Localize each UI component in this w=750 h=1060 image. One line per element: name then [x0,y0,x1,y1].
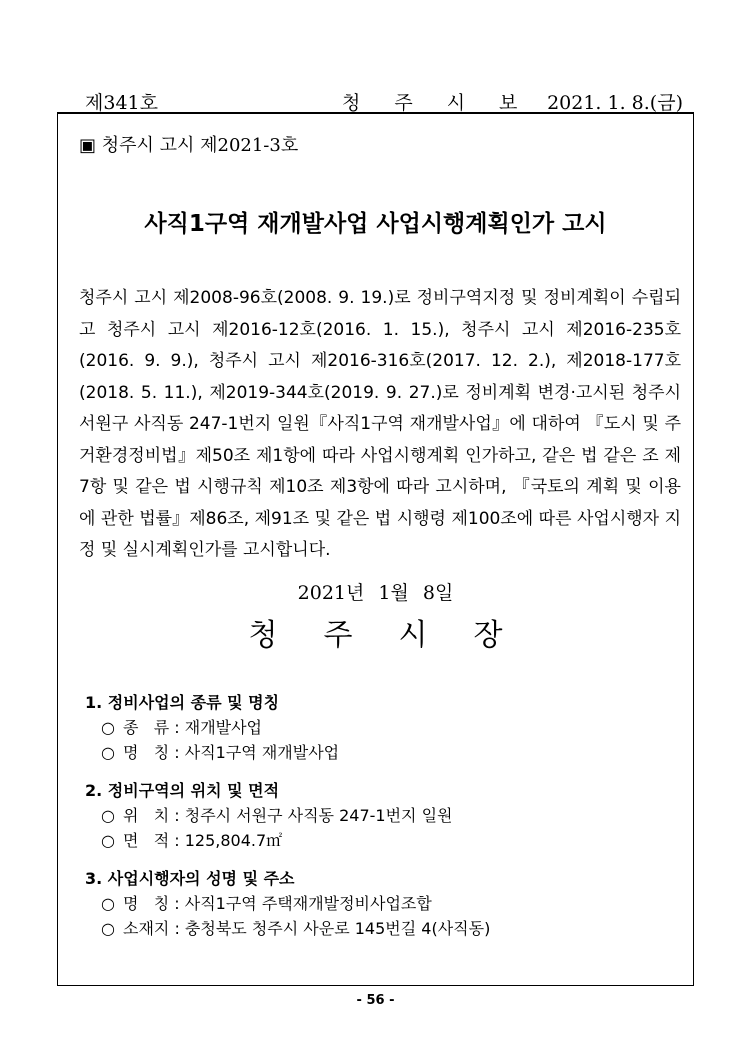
page-number: - 56 - [356,993,395,1008]
section-heading: 3. 사업시행자의 성명 및 주소 [85,869,295,888]
list-item [85,891,685,916]
circle-bullet-icon: ○ [101,743,115,762]
section-operator [85,866,685,941]
sign-date: 2021년 1월 8일 [297,582,454,604]
circle-bullet-icon: ○ [101,894,115,913]
issue-number: 제341호 [85,92,158,114]
section-heading: 1. 정비사업의 종류 및 명칭 [85,693,280,712]
section-heading: 2. 정비구역의 위치 및 면적 [85,781,280,800]
document-title: 사직1구역 재개발사업 사업시행계획인가 고시 [144,211,607,237]
bulletin-header [57,84,693,114]
list-item [85,828,685,853]
circle-bullet-icon: ○ [101,831,115,850]
section-project-type [85,690,685,765]
list-item [85,740,685,765]
item-text: 면 적 : 125,804.7㎡ [123,831,283,850]
item-text: 명 칭 : 사직1구역 재개발사업 [123,743,340,762]
list-item [85,715,685,740]
circle-bullet-icon: ○ [101,718,115,737]
notice-number: ▣ 청주시 고시 제2021-3호 [79,135,299,156]
circle-bullet-icon: ○ [101,806,115,825]
bulletin-title: 청주시보 [342,92,552,114]
item-text: 소재지 : 충청북도 청주시 사운로 145번길 4(사직동) [123,919,491,938]
item-text: 위 치 : 청주시 서원구 사직동 247-1번지 일원 [123,806,453,825]
body-paragraph: 청주시 고시 제2008-96호(2008. 9. 19.)로 정비구역지정 및 정비계획이 수립되고 청주시 고시 제2016-12호(2016. 1. 15.), 청주시 고시 제2016-235호(2016. 9. 9.), 청주시 고시 제2016-316호(2017. 12. 2.), 제2018-177호(2018. 5. 11.), 제2019-344호(2019. 9. 27.)로 정비계획 변경·고시된 청주시 서원구 사직동 247-1번지 일원『사직1구역 재개발사업』에 대하여 『도시 및 주거환경정비법』제50조 제1항에 따라 사업시행계획 인가하고, 같은 법 같은 조 제7항 및 같은 법 시행규칙 제10조 제3항에 따라 고시하며, 『국토의 계획 및 이용에 관한 법률』제86조, 제91조 및 같은 법 시행령 제100조에 따른 사업시행자 지정 및 실시계획인가를 고시합니다. [79,288,681,560]
item-text: 종 류 : 재개발사업 [123,718,263,737]
list-item [85,803,685,828]
list-item [85,916,685,941]
item-text: 명 칭 : 사직1구역 주택재개발정비사업조합 [123,894,432,913]
issue-date: 2021. 1. 8.(금) [547,92,683,114]
signer-name: 청주시장 [248,618,549,653]
sections-list [85,690,685,954]
section-location-area [85,778,685,853]
circle-bullet-icon: ○ [101,919,115,938]
